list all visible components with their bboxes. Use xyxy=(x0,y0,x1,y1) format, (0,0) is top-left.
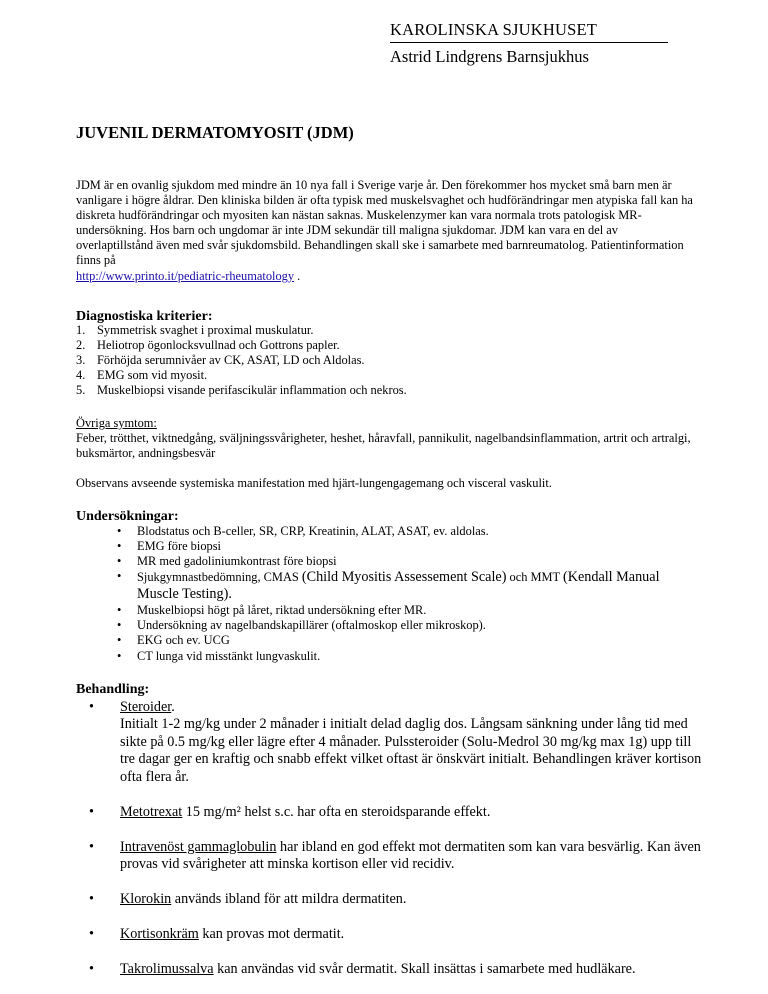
bullet-icon: • xyxy=(89,926,94,943)
criterion-text: Heliotrop ögonlocksvullnad och Gottrons papler. xyxy=(97,338,340,353)
bullet-icon: • xyxy=(89,803,94,820)
bullet-icon: • xyxy=(117,648,122,663)
investigation-item xyxy=(117,649,697,664)
physio-text: Sjukgymnastbedömning, CMAS xyxy=(137,570,302,585)
criterion-item xyxy=(76,383,407,398)
bullet-icon: • xyxy=(89,838,94,855)
treatment-list xyxy=(89,699,709,978)
treatment-item xyxy=(89,926,709,943)
intro-text: JDM är en ovanlig sjukdom med mindre än 10 nya fall i Sverige varje år. Den förekommer hos mycket små barn men är vanligare i högre åldrar. Den kliniska bilden är ofta typisk med muskelsvaghet och hudförändringar men atypiska fall kan ha diskreta hudförändringar och myositen kan nästan saknas. Muskelenzymer kan vara normala trots patologisk MR-undersökning. Hos barn och ungdomar är inte JDM sekundär till maligna sjukdomar. JDM kan vara en del av overlaptillstånd även med svår sjukdomsbild. Behandlingen skall ske i samarbete med barnreumatolog. Patientinformation finns på xyxy=(76,178,693,268)
investigation-item xyxy=(117,633,697,648)
investigation-text: Blodstatus och B-celler, SR, CRP, Kreatinin, ALAT, ASAT, ev. aldolas. xyxy=(137,524,489,538)
bullet-icon: • xyxy=(117,569,122,584)
department-name: Astrid Lindgrens Barnsjukhus xyxy=(390,47,589,66)
treatment-item xyxy=(89,804,709,821)
treatment-item xyxy=(89,961,709,978)
bullet-icon: • xyxy=(89,961,94,978)
investigation-item xyxy=(117,569,697,603)
investigation-text: Undersökning av nagelbandskapillärer (oftalmoskop eller mikroskop). xyxy=(137,618,486,633)
criterion-text: Muskelbiopsi visande perifascikulär inflammation och nekros. xyxy=(97,383,407,398)
investigation-item xyxy=(117,554,697,569)
diagnostic-criteria-list xyxy=(76,323,407,398)
treatment-drug-suffix: . xyxy=(171,699,175,715)
treatment-drug: Intravenöst gammaglobulin xyxy=(120,838,277,855)
investigation-text: EMG före biopsi xyxy=(137,539,221,554)
investigations-list xyxy=(117,524,697,664)
investigation-item xyxy=(117,603,697,618)
other-symptoms-heading: Övriga symtom: xyxy=(76,416,157,430)
header-rule xyxy=(390,42,668,43)
investigation-text: Muskelbiopsi högt på låret, riktad undersökning efter MR. xyxy=(137,603,427,618)
investigation-text: EKG och ev. UCG xyxy=(137,633,230,648)
criterion-text: EMG som vid myosit. xyxy=(97,368,208,383)
criterion-item xyxy=(76,353,407,368)
investigation-text: MR med gadoliniumkontrast före biopsi xyxy=(137,554,337,569)
criterion-item xyxy=(76,368,407,383)
treatment-drug: Kortisonkräm xyxy=(120,926,199,943)
physio-mmt: och MMT xyxy=(506,570,563,585)
bullet-icon: • xyxy=(117,603,122,618)
document-title: JUVENIL DERMATOMYOSIT (JDM) xyxy=(76,123,354,142)
bullet-icon: • xyxy=(117,618,122,633)
treatment-text: 15 mg/m² helst s.c. har ofta en steroidsparande effekt. xyxy=(182,803,491,820)
treatment-text: kan provas mot dermatit. xyxy=(198,926,345,943)
criterion-text: Symmetrisk svaghet i proximal muskulatur. xyxy=(97,323,314,337)
treatment-item xyxy=(89,839,709,874)
criterion-item xyxy=(76,323,407,338)
intro-paragraph xyxy=(76,178,696,284)
investigation-item xyxy=(117,539,697,554)
treatment-text: Initialt 1-2 mg/kg under 2 månader i initialt delad daglig dos. Långsam sänkning under lång tid med sikte på 0.5 mg/kg eller lägre efter 4 månader. Pulssteroider (Solu-Medrol 30 mg/kg max 1g) upp till tre dagar ger en kraftig och snabb effekt vilket oftast är önskvärt initialt. Behandlingen kräver kortison ofta flera år. xyxy=(120,716,702,785)
criterion-number: 3. xyxy=(76,353,86,368)
treatment-drug: Steroider xyxy=(120,699,172,715)
bullet-icon: • xyxy=(117,554,122,569)
criterion-number: 4. xyxy=(76,368,86,383)
criterion-number: 5. xyxy=(76,383,86,398)
intro-trailing: . xyxy=(294,268,301,283)
treatment-heading: Behandling: xyxy=(76,682,150,697)
bullet-icon: • xyxy=(117,524,122,538)
treatment-text: kan användas vid svår dermatit. Skall insättas i samarbete med hudläkare. xyxy=(213,961,636,978)
bullet-icon: • xyxy=(117,633,122,648)
hospital-name: KAROLINSKA SJUKHUSET xyxy=(390,20,598,39)
criterion-text: Förhöjda serumnivåer av CK, ASAT, LD och Aldolas. xyxy=(97,353,365,368)
investigation-item xyxy=(117,524,697,539)
treatment-drug: Klorokin xyxy=(120,891,172,908)
observation-note: Observans avseende systemiska manifestation med hjärt-lungengagemang och visceral vaskulit. xyxy=(76,476,552,490)
printo-link[interactable]: http://www.printo.it/pediatric-rheumatology xyxy=(76,268,295,283)
treatment-text: används ibland för att mildra dermatiten. xyxy=(171,891,407,908)
treatment-item xyxy=(89,699,709,786)
treatment-text: har ibland en god effekt mot dermatiten som kan vara besvärlig. Kan även provas vid svårigheter att minska kortison eller vid recidiv. xyxy=(120,838,701,873)
treatment-drug: Metotrexat xyxy=(120,803,183,820)
criterion-number: 2. xyxy=(76,338,86,353)
cmas-name: (Child Myositis Assessement Scale) xyxy=(301,569,507,586)
diagnostic-heading: Diagnostiska kriterier: xyxy=(76,309,213,324)
investigation-text: CT lunga vid misstänkt lungvaskulit. xyxy=(137,648,321,663)
criterion-number: 1. xyxy=(76,323,86,337)
bullet-icon: • xyxy=(89,891,94,908)
treatment-drug: Takrolimussalva xyxy=(120,961,214,978)
treatment-item xyxy=(89,891,709,908)
criterion-item xyxy=(76,338,407,353)
bullet-icon: • xyxy=(117,539,122,554)
investigations-heading: Undersökningar: xyxy=(76,509,179,524)
bullet-icon: • xyxy=(89,699,94,715)
other-symptoms-text: Feber, trötthet, viktnedgång, sväljningssvårigheter, heshet, håravfall, pannikulit, nagelbandsinflammation, artrit och artralgi, buksmärtor, andningsbesvär xyxy=(76,431,691,461)
investigation-item xyxy=(117,618,697,633)
mmt-name: (Kendall Manual Muscle Testing). xyxy=(137,569,660,603)
